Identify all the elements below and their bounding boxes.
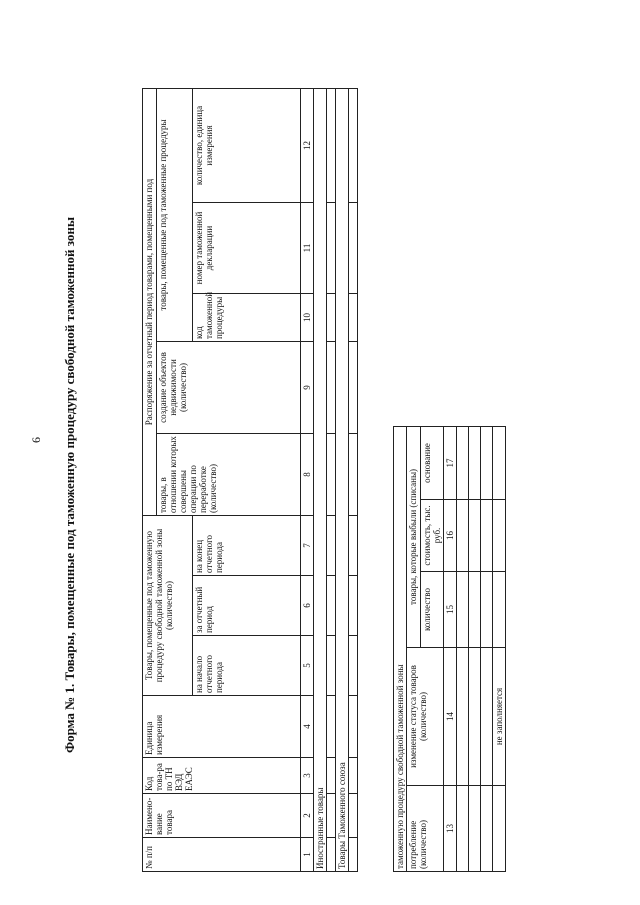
col-number-13: 13 [444,786,457,872]
col-number-4: 4 [301,696,314,758]
header-unit: Единица измерения [143,696,301,758]
col-number-3: 3 [301,758,314,794]
header-cost: стоимость, тыс. руб. [421,500,444,572]
header-sez-procedure: таможенную процедуру свободной таможенной зоны [394,426,407,871]
col-number-10: 10 [301,294,314,342]
header-consumption: потребление (количество) [407,786,444,872]
table-row [457,426,469,871]
header-placed-group: Товары, помещенные под таможенную процедуру свободной таможенной зоны (количество) [143,516,193,696]
header-procedure-code: код таможенной процедуры [193,294,301,342]
table-row [469,426,481,871]
goods-table [142,88,358,872]
header-goods-name: Наимено-вание товара [143,794,301,838]
col-number-16: 16 [444,500,457,572]
col-number-14: 14 [444,648,457,786]
col-number-6: 6 [301,576,314,636]
col-number-8: 8 [301,434,314,516]
col-number-9: 9 [301,342,314,434]
header-quantity: количество [421,572,444,648]
header-status-change: изменение статуса товаров (количество) [407,648,444,786]
header-other-procedures: товары, помещенные под таможенные процедуры [157,89,193,342]
col-number-1: 1 [301,838,314,872]
header-placed-during: за отчетный период [193,576,301,636]
col-number-7: 7 [301,516,314,576]
header-basis: основание [421,426,444,499]
header-placed-start: на начало отчетного периода [193,636,301,696]
col-number-17: 17 [444,426,457,499]
page-number: 6 [29,437,43,443]
header-written-off: товары, которые выбыли (списаны) [407,426,421,647]
header-declaration-number: номер таможенной декларации [193,203,301,294]
header-placed-end: на конец отчетного периода [193,516,301,576]
header-qty-unit: количество, единица измерения [193,89,301,203]
header-tnved-code: Код това-ра по ТН ВЭД ЕАЭС [143,758,301,794]
header-realty: создание объектов недвижимости (количество) [157,342,301,434]
not-filled-note: не заполняется [493,648,506,786]
col-number-5: 5 [301,636,314,696]
table-row [481,426,493,871]
col-number-15: 15 [444,572,457,648]
header-processed: товары, в отношении которых совершены операции по переработке (количество) [157,434,301,516]
header-disposal-group: Распоряжение за отчетный период товарами, помещенными под [143,89,157,516]
col-number-2: 2 [301,794,314,838]
row-foreign-goods: Иностранные товары [314,89,327,872]
table-row [327,89,336,872]
table-row [349,89,358,872]
header-num: № п/п [143,838,301,872]
col-number-12: 12 [301,89,314,203]
col-number-11: 11 [301,203,314,294]
form-title: Форма № 1. Товары, помещенные под таможенную процедуру свободной таможенной зоны [62,216,77,754]
disposal-continuation-table [393,426,506,872]
row-union-goods: Товары Таможенного союза [336,89,349,872]
